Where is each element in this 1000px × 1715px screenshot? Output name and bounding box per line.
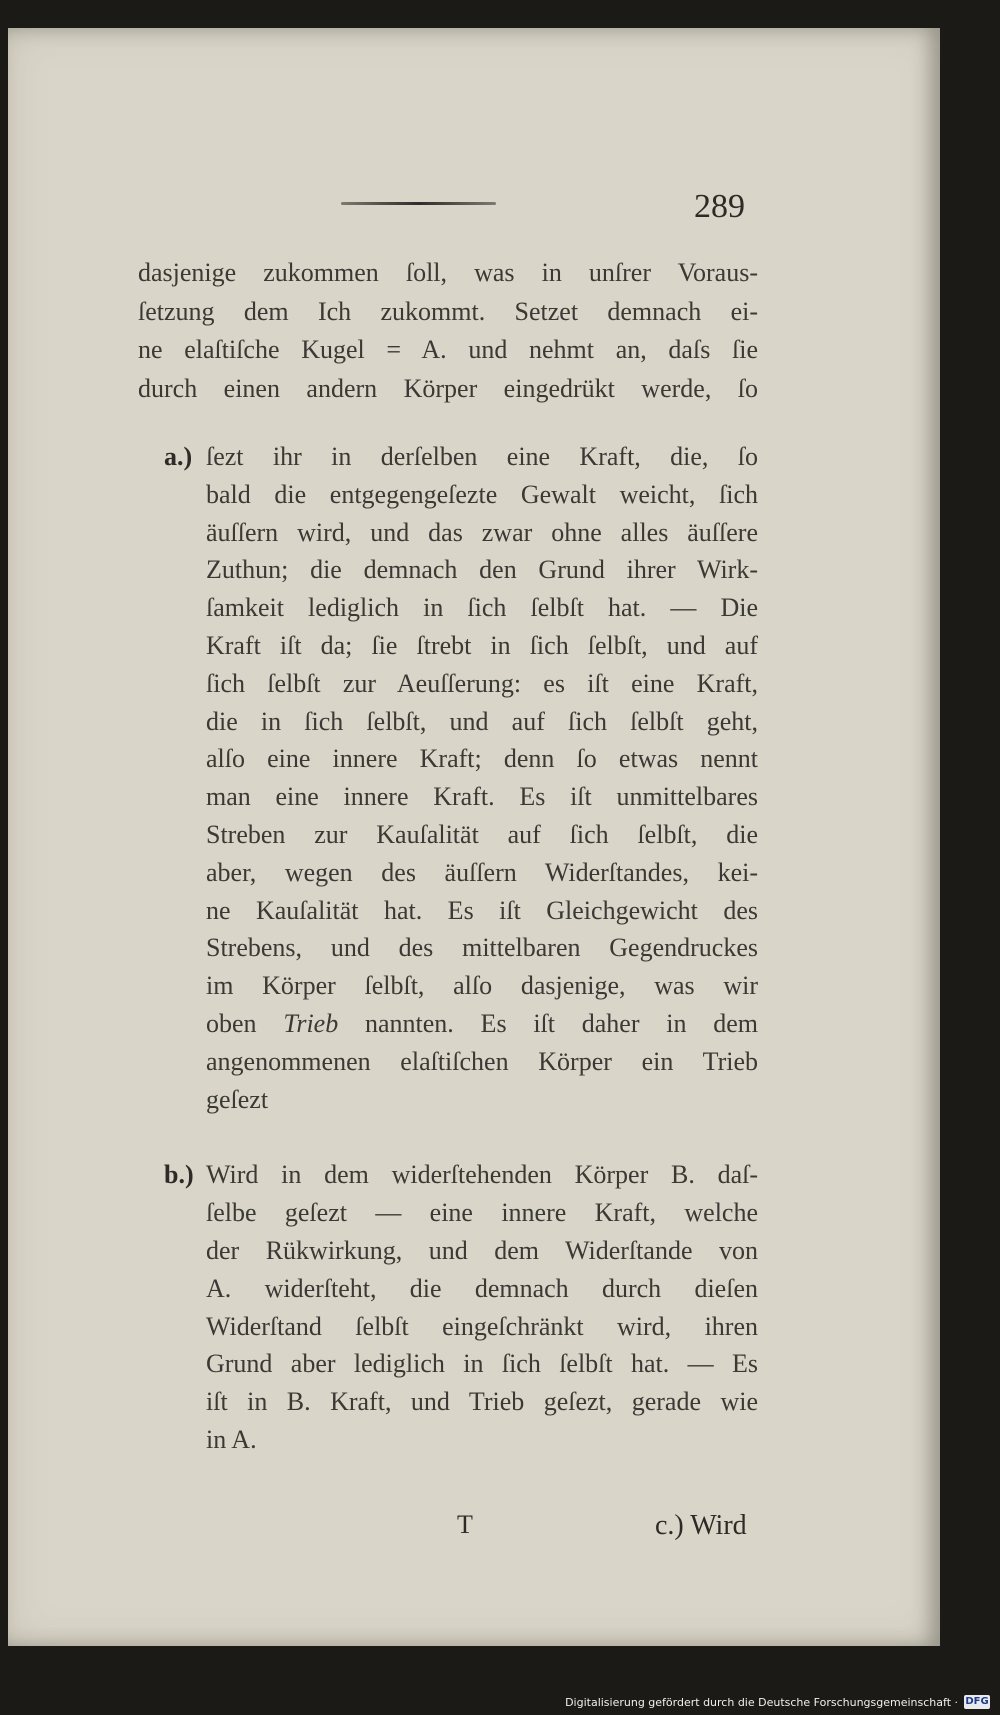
item-text	[206, 438, 758, 1118]
text-line: A. widerſteht, die demnach durch dieſen	[206, 1273, 758, 1303]
text-line: ſetzung dem Ich zukommt. Setzet demnach ei-	[138, 296, 758, 326]
digitization-credit	[565, 1695, 990, 1709]
text-line: Strebens, und des mittelbaren Gegendruckes	[206, 933, 758, 963]
text-line: ſich ſelbſt zur Aeuſſerung: es iſt eine Kraft,	[206, 668, 758, 698]
text-line: iſt in B. Kraft, und Trieb geſezt, gerade wie	[206, 1387, 758, 1417]
text-line: oben Trieb nannten. Es iſt daher in dem	[206, 1008, 759, 1038]
catchword: c.) Wird	[655, 1510, 747, 1541]
credit-text: Digitalisierung gefördert durch die Deutsche Forschungsgemeinschaft ·	[565, 1695, 958, 1709]
signature-mark: T	[457, 1510, 473, 1539]
text-line: man eine innere Kraft. Es iſt unmittelbares	[206, 782, 758, 812]
body-text	[138, 254, 758, 1459]
list-item-b	[138, 1156, 758, 1458]
italic-word: Trieb	[283, 1008, 339, 1038]
text-line: dasjenige zukommen ſoll, was in unſrer Voraus-	[138, 258, 758, 287]
text-line: ſamkeit lediglich in ſich ſelbſt hat. — Die	[206, 593, 758, 623]
text-line: alſo eine innere Kraft; denn ſo etwas nennt	[206, 744, 758, 774]
text-line: bald die entgegengeſezte Gewalt weicht, ſich	[206, 479, 758, 509]
text-line: geſezt	[206, 1084, 269, 1114]
item-text	[206, 1156, 758, 1458]
text-line: die in ſich ſelbſt, und auf ſich ſelbſt geht,	[206, 706, 758, 736]
text-line: ſelbe geſezt — eine innere Kraft, welche	[206, 1198, 758, 1228]
page-header	[8, 188, 940, 248]
text-line: aber, wegen des äuſſern Widerſtandes, kei-	[206, 857, 758, 887]
text-line: äuſſern wird, und das zwar ohne alles äuſſere	[206, 517, 758, 547]
page-footer	[8, 1510, 940, 1550]
text-line: Wird in dem widerſtehenden Körper B. daſ-	[206, 1160, 758, 1190]
text-line: Streben zur Kauſalität auf ſich ſelbſt, die	[206, 819, 758, 849]
text-line: Zuthun; die demnach den Grund ihrer Wirk-	[206, 555, 758, 585]
text-line: Kraft iſt da; ſie ſtrebt in ſich ſelbſt, und auf	[206, 630, 758, 660]
item-label: a.)	[164, 442, 193, 471]
text-line: angenommenen elaſtiſchen Körper ein Trieb	[206, 1046, 758, 1076]
text-line: durch einen andern Körper eingedrükt werde, ſo	[138, 373, 758, 403]
text-line: Grund aber lediglich in ſich ſelbſt hat. — Es	[206, 1349, 758, 1379]
text-line: in A.	[206, 1424, 257, 1454]
dfg-logo-icon: DFG	[965, 1696, 989, 1707]
text-line: ſezt ihr in derſelben eine Kraft, die, ſo	[206, 442, 758, 471]
intro-paragraph	[138, 254, 758, 408]
text-line: ne Kauſalität hat. Es iſt Gleichgewicht des	[206, 895, 758, 925]
item-label: b.)	[164, 1160, 194, 1190]
book-page	[8, 28, 940, 1646]
text-line: ne elaſtiſche Kugel = A. und nehmt an, daſs ſie	[138, 335, 758, 364]
page-number: 289	[694, 188, 745, 225]
header-rule	[341, 202, 496, 205]
text-line: der Rükwirkung, und dem Widerſtande von	[206, 1235, 758, 1265]
text-line: Widerſtand ſelbſt eingeſchränkt wird, ihren	[206, 1311, 758, 1341]
text-line: im Körper ſelbſt, alſo dasjenige, was wir	[206, 971, 758, 1001]
list-item-a	[138, 438, 758, 1118]
